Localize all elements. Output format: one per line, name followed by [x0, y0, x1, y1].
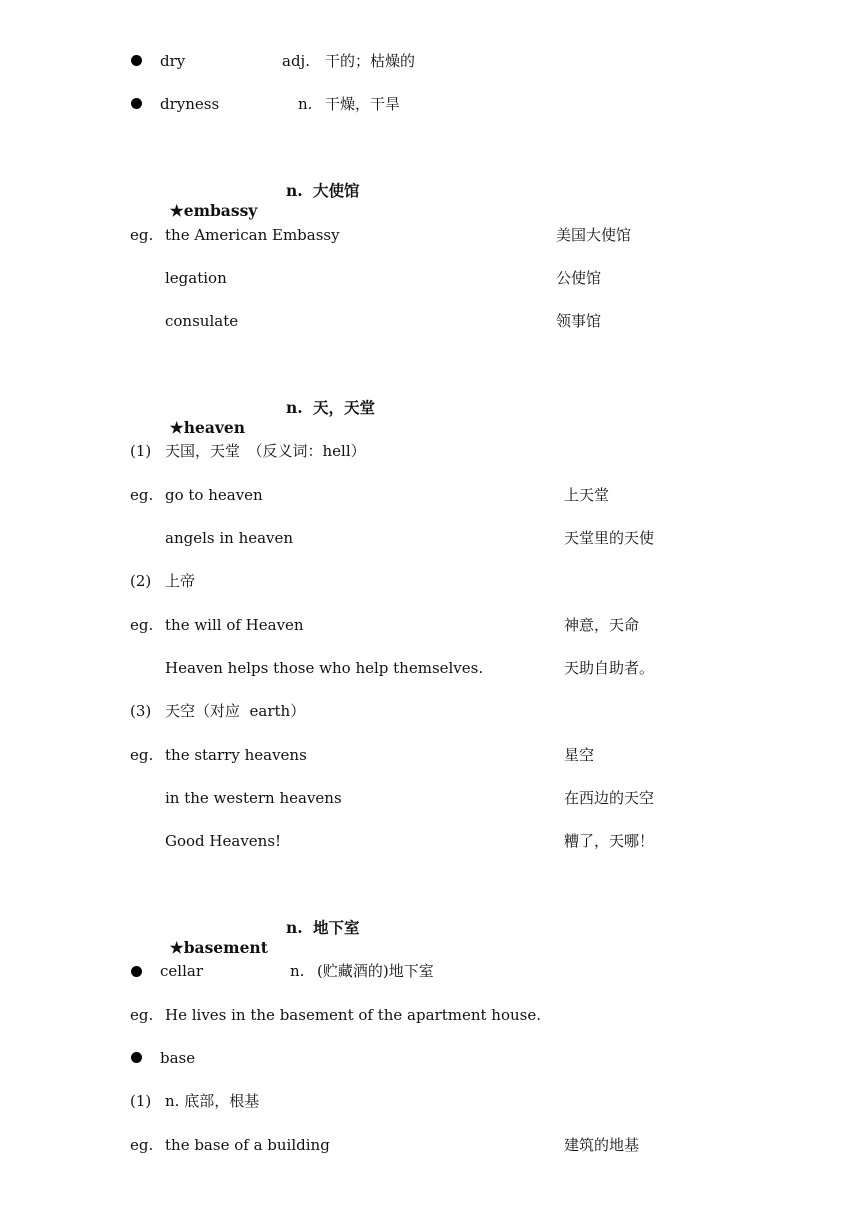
example-zh: 天堂里的天使 [564, 529, 655, 547]
sense-text: 上帝 [165, 572, 196, 590]
meaning: 天，天堂 [313, 398, 376, 417]
eg-label: eg. [130, 616, 154, 634]
sense-text: 天空（对应 earth） [165, 702, 306, 720]
example-zh: 神意，天命 [564, 616, 640, 634]
sense-number: (1) [130, 1092, 152, 1110]
sense-text: 天国，天堂 （反义词：hell） [165, 442, 366, 460]
example-en: go to heaven [165, 486, 263, 504]
example-en: angels in heaven [165, 529, 294, 547]
bullet-icon [131, 966, 142, 977]
word: dry [160, 52, 186, 70]
example-en: legation [165, 269, 227, 287]
meaning: 干燥，干旱 [325, 95, 401, 113]
meaning: 干的；枯燥的 [325, 52, 416, 70]
part-of-speech: n. [286, 918, 303, 937]
eg-label: eg. [130, 746, 154, 764]
meaning: 地下室 [313, 918, 360, 937]
eg-label: eg. [130, 1006, 154, 1024]
bullet-icon [131, 1052, 142, 1063]
example-en: Heaven helps those who help themselves. [165, 659, 484, 677]
sense-number: (2) [130, 572, 152, 590]
example-zh: 领事馆 [556, 312, 602, 330]
part-of-speech: n. [286, 181, 303, 200]
star-icon: ★ [169, 938, 184, 957]
example-zh: 建筑的地基 [564, 1136, 640, 1154]
example-en: the will of Heaven [165, 616, 304, 634]
example-en: in the western heavens [165, 789, 342, 807]
example-zh: 公使馆 [556, 269, 602, 287]
example-zh: 天助自助者。 [564, 659, 655, 677]
example-zh: 糟了，天哪！ [564, 832, 655, 850]
bullet-icon [131, 98, 142, 109]
sense-text: n. 底部，根基 [165, 1092, 260, 1110]
example-en: He lives in the basement of the apartment house. [165, 1006, 541, 1024]
sense-number: (1) [130, 442, 152, 460]
example-zh: 星空 [564, 746, 595, 764]
example-en: the base of a building [165, 1136, 330, 1154]
part-of-speech: n. [286, 398, 303, 417]
eg-label: eg. [130, 1136, 154, 1154]
part-of-speech: n. [298, 95, 313, 113]
entry-heading-basement [159, 918, 268, 958]
eg-label: eg. [130, 226, 154, 244]
eg-label: eg. [130, 486, 154, 504]
bullet-icon [131, 55, 142, 66]
example-en: consulate [165, 312, 239, 330]
example-zh: 美国大使馆 [556, 226, 632, 244]
example-zh: 在西边的天空 [564, 789, 655, 807]
part-of-speech: adj. [282, 52, 310, 70]
headword: basement [183, 938, 268, 957]
example-en: the starry heavens [165, 746, 307, 764]
star-icon: ★ [169, 201, 184, 220]
example-en: the American Embassy [165, 226, 340, 244]
entry-heading-embassy [159, 181, 257, 221]
word: cellar [160, 962, 203, 980]
headword: embassy [183, 201, 258, 220]
word: dryness [160, 95, 220, 113]
meaning: 大使馆 [313, 181, 360, 200]
example-zh: 上天堂 [564, 486, 610, 504]
sense-number: (3) [130, 702, 152, 720]
star-icon: ★ [169, 418, 184, 437]
meaning: (贮藏酒的)地下室 [317, 962, 434, 980]
part-of-speech: n. [290, 962, 305, 980]
example-en: Good Heavens! [165, 832, 282, 850]
headword: heaven [183, 418, 246, 437]
entry-heading-heaven [159, 398, 245, 438]
word: base [160, 1049, 196, 1067]
